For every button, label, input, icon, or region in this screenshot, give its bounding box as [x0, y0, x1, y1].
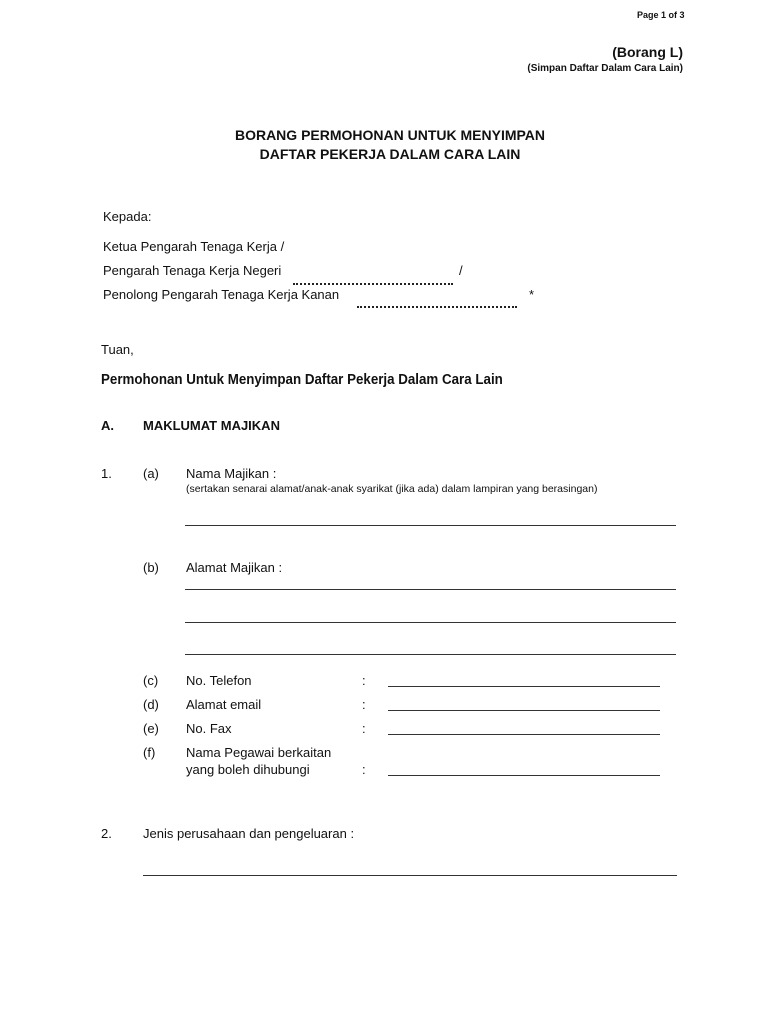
employer-name-line[interactable]	[185, 525, 676, 526]
employer-address-line-3[interactable]	[185, 654, 676, 655]
email-colon: :	[362, 697, 366, 712]
contact-officer-colon: :	[362, 762, 366, 777]
phone-colon: :	[362, 673, 366, 688]
employer-address-line-1[interactable]	[185, 589, 676, 590]
addressee-label: Kepada:	[103, 209, 152, 224]
item-1a-marker: (a)	[143, 466, 159, 481]
page-number: Page 1 of 3	[637, 10, 685, 20]
employer-address-line-2[interactable]	[185, 622, 676, 623]
addressee-line2-slash: /	[459, 263, 463, 278]
contact-officer-label-line2: yang boleh dihubungi	[186, 762, 310, 777]
item-1-number: 1.	[101, 466, 112, 481]
item-1b-marker: (b)	[143, 560, 159, 575]
phone-label: No. Telefon	[186, 673, 252, 688]
email-label: Alamat email	[186, 697, 262, 712]
section-a-letter: A.	[101, 418, 114, 433]
fax-colon: :	[362, 721, 366, 736]
document-title-line2: DAFTAR PEKERJA DALAM CARA LAIN	[259, 146, 521, 162]
fax-label: No. Fax	[186, 721, 232, 736]
addressee-line3: Penolong Pengarah Tenaga Kerja Kanan	[103, 287, 340, 302]
employer-name-label: Nama Majikan :	[186, 466, 277, 481]
item-1f-marker: (f)	[143, 745, 156, 760]
form-subtitle: (Simpan Daftar Dalam Cara Lain)	[527, 63, 683, 74]
fax-line[interactable]	[388, 734, 660, 735]
addressee-line2: Pengarah Tenaga Kerja Negeri	[103, 263, 282, 278]
form-code: (Borang L)	[612, 44, 683, 60]
contact-officer-line[interactable]	[388, 775, 660, 776]
employer-name-note: (sertakan senarai alamat/anak-anak syarikat (jika ada) dalam lampiran yang berasingan)	[186, 483, 598, 495]
business-type-label: Jenis perusahaan dan pengeluaran :	[143, 826, 355, 841]
item-1d-marker: (d)	[143, 697, 159, 712]
contact-officer-label-line1: Nama Pegawai berkaitan	[186, 745, 332, 760]
item-1e-marker: (e)	[143, 721, 159, 736]
subject-heading: Permohonan Untuk Menyimpan Daftar Pekerja Dalam Cara Lain	[101, 372, 503, 388]
item-2-number: 2.	[101, 826, 112, 841]
employer-address-label: Alamat Majikan :	[186, 560, 283, 575]
document-title	[0, 126, 768, 164]
document-title-line1: BORANG PERMOHONAN UNTUK MENYIMPAN	[234, 127, 546, 143]
salutation: Tuan,	[101, 342, 134, 357]
item-1c-marker: (c)	[143, 673, 159, 688]
section-a-title: MAKLUMAT MAJIKAN	[143, 418, 280, 433]
addressee-line3-asterisk: *	[529, 287, 535, 302]
email-line[interactable]	[388, 710, 660, 711]
phone-line[interactable]	[388, 686, 660, 687]
addressee-line1: Ketua Pengarah Tenaga Kerja /	[103, 239, 285, 254]
senior-officer-dotted-field[interactable]	[357, 295, 517, 313]
business-type-line[interactable]	[143, 875, 677, 876]
